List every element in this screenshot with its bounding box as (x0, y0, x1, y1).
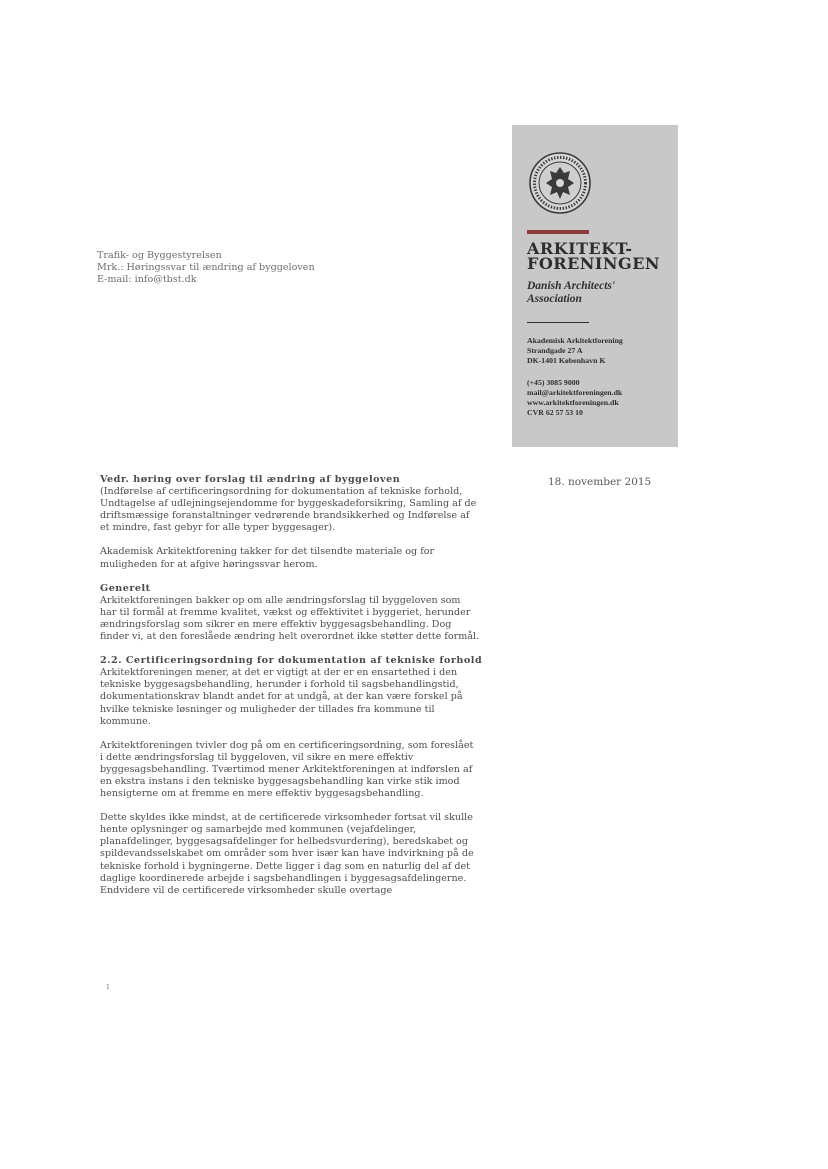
org-name-english: Danish Architects' Association (527, 280, 616, 305)
letter-date: 18. november 2015 (548, 476, 652, 488)
paragraph-line: Arkitektforeningen bakker op om alle ændringsforslag til byggeloven som (100, 594, 461, 606)
paragraph-line: dokumentationskrav blandt andet for at undgå, at der kan være forskel på (100, 691, 463, 703)
paragraph-line: kommune. (100, 715, 151, 727)
contact-email: mail@arkitektforeningen.dk (527, 388, 623, 397)
paragraph-line: Endvidere vil de certificerede virksomheder skulle overtage (100, 884, 393, 896)
letter-body (100, 474, 483, 897)
page-number: 1 (106, 984, 110, 991)
recipient-line: Mrk.: Høringssvar til ændring af byggeloven (97, 262, 315, 273)
recipient-line: Trafik- og Byggestyrelsen (97, 250, 222, 261)
accent-bar (527, 230, 589, 234)
paragraph-line: Akademisk Arkitektforening takker for det tilsendte materiale og for (100, 546, 435, 558)
contact-cvr: CVR 62 57 53 10 (527, 408, 583, 417)
subject-line: driftsmæssige foranstaltninger vedrørende brandsikkerhed og Indførelse af (100, 510, 470, 522)
paragraph-line: planafdelinger, byggesagsafdelinger for helbedsvurdering), beredskabet og (100, 836, 468, 848)
paragraph-line: ændringsforslag som sikrer en mere effektiv byggesagsbehandling. Dog (100, 618, 452, 630)
divider (527, 322, 589, 323)
paragraph-line: tekniske forhold i bygningerne. Dette ligger i dag som en naturlig del af det (100, 860, 471, 872)
seal-icon (528, 151, 592, 215)
section-heading-general: Generelt (100, 582, 151, 594)
paragraph-line: tekniske byggesagsbehandling, herunder i forhold til sagsbehandlingstid, (100, 679, 459, 691)
org-contact (527, 378, 677, 418)
paragraph-line: byggesagsbehandling. Tværtimod mener Arkitektforeningen at indførslen af (100, 763, 473, 775)
subject-line: et mindre, fast gebyr for alle typer byggesager). (100, 522, 336, 534)
address-line: DK-1401 København K (527, 356, 606, 365)
paragraph-line: Dette skyldes ikke mindst, at de certificerede virksomheder fortsat vil skulle (100, 812, 473, 824)
paragraph-line: Arkitektforeningen mener, at det er vigtigt at der er en ensartethed i den (100, 667, 458, 679)
paragraph-line: har til formål at fremme kvalitet, vækst og effektivitet i byggeriet, herunder (100, 606, 471, 618)
paragraph-line: finder vi, at den foreslåede ændring helt overordnet ikke støtter dette formål. (100, 631, 480, 643)
paragraph-line: Arkitektforeningen tvivler dog på om en certificeringsordning, som foreslået (100, 739, 474, 751)
section-heading-certification: 2.2. Certificeringsordning for dokumentation af tekniske forhold (100, 655, 483, 667)
address-line: Strandgade 27 A (527, 346, 583, 355)
contact-phone: (+45) 3085 9000 (527, 378, 580, 387)
address-line: Akademisk Arkitektforening (527, 336, 623, 345)
org-name: ARKITEKT- FORENINGEN (527, 239, 661, 273)
contact-website: www.arkitektforeningen.dk (527, 398, 619, 407)
paragraph-line: daglige koordinerede arbejde i sagsbehandlingen i byggesagsafdelingerne. (100, 872, 467, 884)
paragraph-line: muligheden for at afgive høringssvar herom. (100, 558, 318, 570)
org-address (527, 336, 677, 366)
letterhead-logo-card (512, 125, 678, 447)
paragraph-line: i dette ændringsforslag til byggeloven, vil sikre en mere effektiv (100, 751, 414, 763)
paragraph-line: en ekstra instans i den tekniske byggesagsbehandling kan virke stik imod (100, 775, 460, 787)
subject-line: (Indførelse af certificeringsordning for dokumentation af tekniske forhold, (100, 486, 463, 498)
paragraph-line: spildevandsselskabet om områder som hver især kan have indvirkning på de (100, 848, 474, 860)
subject-heading: Vedr. høring over forslag til ændring af byggeloven (100, 474, 401, 485)
recipient-block (97, 250, 315, 286)
paragraph-line: hensigterne om at fremme en mere effektiv byggesagsbehandling. (100, 788, 424, 800)
recipient-line: E-mail: info@tbst.dk (97, 274, 197, 285)
paragraph-line: hente oplysninger og samarbejde med kommunen (vejafdelinger, (100, 824, 417, 836)
subject-line: Undtagelse af udlejningsejendomme for byggeskadeforsikring, Samling af de (100, 498, 477, 510)
paragraph-line: hvilke tekniske løsninger og muligheder der tillades fra kommune til (100, 703, 435, 715)
